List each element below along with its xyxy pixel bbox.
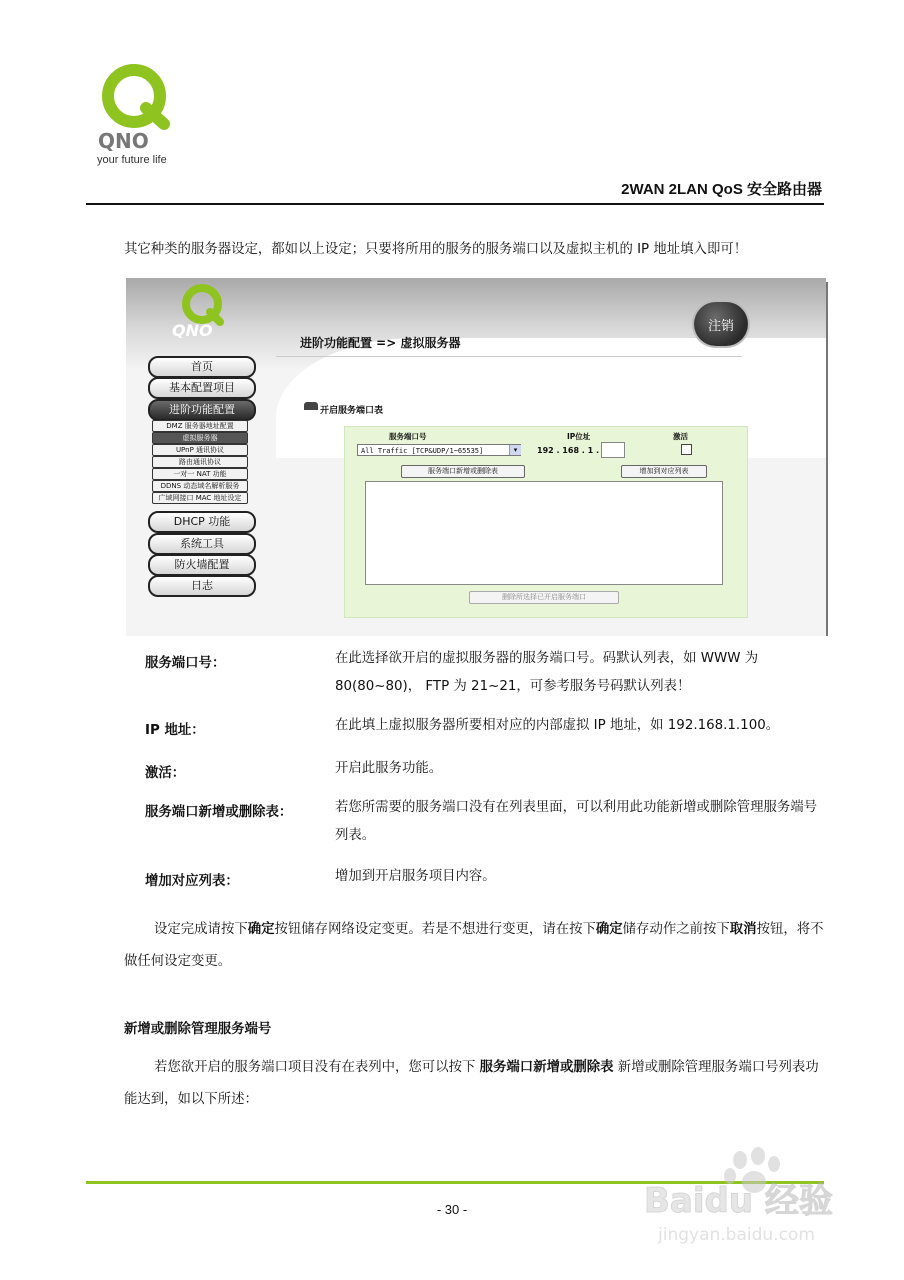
ui-page-title: 进阶功能配置 => 虚拟服务器 [300, 336, 461, 350]
watermark-url: jingyan.baidu.com [658, 1225, 815, 1245]
service-port-select[interactable]: All Traffic [TCP&UDP/1~65535] [357, 444, 521, 456]
desc-service-port: 在此选择欲开启的虚拟服务器的服务端口号。码默认列表，如 WWW 为 80(80~80)， FTP 为 21~21，可参考服务号码默认列表！ [335, 651, 759, 694]
desc-add-list: 增加到开启服务项目内容。 [335, 869, 496, 884]
term-service-manage: 服务端口新增或删除表： [145, 805, 293, 820]
ip-prefix: 192 . 168 . 1 . [537, 446, 600, 455]
service-port-panel [344, 426, 748, 618]
add-to-list-button[interactable]: 增加到对应列表 [621, 465, 707, 478]
col-service-port: 服务端口号 [389, 432, 427, 441]
submenu-ddns[interactable]: DDNS 动态域名解析服务 [152, 480, 248, 492]
service-port-manage-button[interactable]: 服务端口新增或删除表 [401, 465, 525, 478]
folder-icon [304, 402, 318, 410]
section-heading: 新增或删除管理服务端号 [124, 1022, 272, 1037]
confirm-paragraph: 设定完成请按下确定按钮储存网络设定变更。若是不想进行变更，请在按下确定储存动作之前按下取消按钮，将不做任何设定变更。 [124, 922, 824, 969]
watermark-title: Baidu 经验 [644, 1181, 833, 1221]
desc-service-manage: 若您所需要的服务端口没有在列表里面，可以利用此功能新增或删除管理服务端号列表。 [335, 800, 818, 843]
term-service-port: 服务端口号： [145, 656, 226, 671]
open-service-list[interactable] [365, 481, 723, 585]
menu-advanced-config[interactable]: 进阶功能配置 [148, 399, 256, 421]
submenu-wan-mac[interactable]: 广域网接口 MAC 地址设定 [152, 492, 248, 504]
ui-logo-text: QNO [172, 321, 213, 338]
submenu-virtual-server[interactable]: 虚拟服务器 [152, 432, 248, 444]
menu-home[interactable]: 首页 [148, 356, 256, 378]
ui-qno-logo [166, 282, 246, 338]
submenu-routing[interactable]: 路由通讯协议 [152, 456, 248, 468]
menu-basic-config[interactable]: 基本配置项目 [148, 377, 256, 399]
baidu-watermark [640, 1140, 870, 1250]
manage-paragraph: 若您欲开启的服务端口项目没有在表列中，您可以按下 服务端口新增或删除表 新增或删除管理服务端口号列表功能达到，如以下所述： [124, 1060, 819, 1107]
logout-button[interactable]: 注销 [694, 302, 748, 346]
section-label: 开启服务端口表 [320, 406, 384, 416]
col-activate: 激活 [673, 432, 688, 441]
submenu-one-to-one-nat[interactable]: 一对一 NAT 功能 [152, 468, 248, 480]
term-activate: 激活： [145, 766, 186, 781]
ui-title-divider [276, 356, 742, 357]
submenu-dmz[interactable]: DMZ 服务器地址配置 [152, 420, 248, 432]
ip-last-octet-input[interactable] [601, 442, 625, 458]
desc-ip-address: 在此填上虚拟服务器所要相对应的内部虚拟 IP 地址，如 192.168.1.100。 [335, 718, 780, 733]
menu-dhcp[interactable]: DHCP 功能 [148, 511, 256, 533]
intro-text: 其它种类的服务器设定，都如以上设定；只要将所用的服务的服务端口以及虚拟主机的 IP 地址填入即可！ [124, 242, 748, 257]
term-add-list: 增加对应列表： [145, 874, 239, 889]
header-divider [86, 203, 824, 205]
page-number: - 30 - [436, 1202, 468, 1217]
submenu-upnp[interactable]: UPnP 通讯协议 [152, 444, 248, 456]
menu-system-tools[interactable]: 系统工具 [148, 533, 256, 555]
menu-log[interactable]: 日志 [148, 575, 256, 597]
chevron-down-icon[interactable]: ▾ [509, 445, 521, 455]
delete-selected-button[interactable]: 删除所选择已开启服务端口 [469, 591, 619, 604]
activate-checkbox[interactable] [681, 444, 692, 455]
router-ui-screenshot [126, 278, 826, 636]
logo-text: QNO [98, 129, 149, 153]
term-ip-address: IP 地址： [145, 723, 205, 738]
product-title: 2WAN 2LAN QoS 安全路由器 [621, 181, 822, 198]
logo-tagline: your future life [97, 154, 167, 166]
menu-firewall[interactable]: 防火墙配置 [148, 554, 256, 576]
col-ip-address: IP位址 [567, 432, 591, 441]
desc-activate: 开启此服务功能。 [335, 761, 443, 776]
